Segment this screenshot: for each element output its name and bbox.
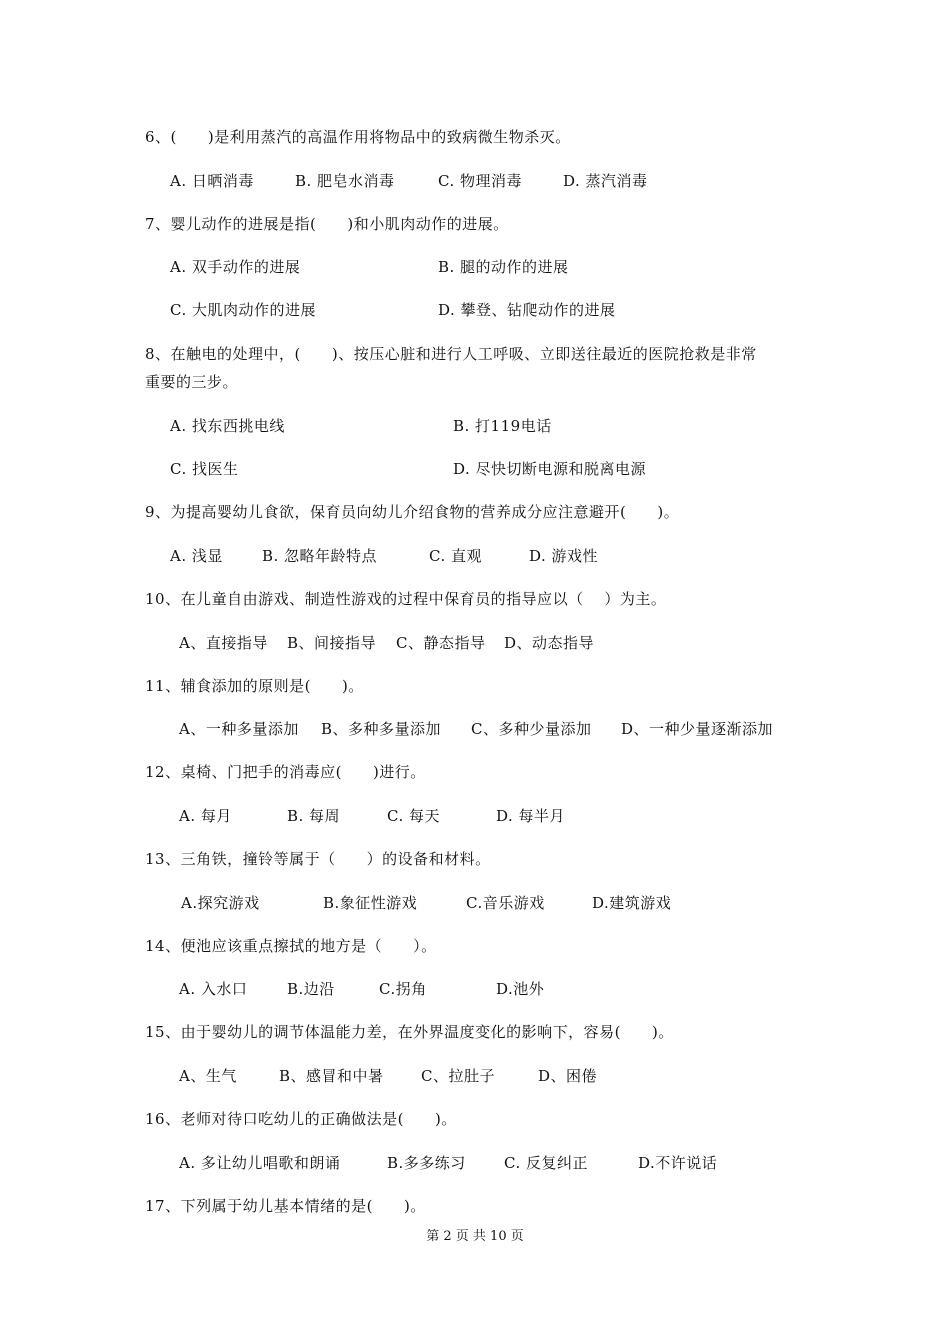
- question-8-cont: 重要的三步。: [145, 373, 239, 391]
- question-15: 15、由于婴幼儿的调节体温能力差，在外界温度变化的影响下，容易( )。: [145, 1023, 674, 1041]
- q8-option-a: A. 找东西挑电线: [170, 417, 285, 435]
- q6-option-d: D. 蒸汽消毒: [563, 172, 648, 190]
- q11-option-b: B、多种多量添加: [321, 720, 442, 738]
- question-17: 17、下列属于幼儿基本情绪的是( )。: [145, 1197, 426, 1215]
- q16-option-d: D.不许说话: [638, 1154, 718, 1172]
- question-8: 8、在触电的处理中，( )、按压心脏和进行人工呼吸、立即送往最近的医院抢救是非常: [145, 345, 757, 363]
- page-footer: 第 2 页 共 10 页: [426, 1229, 524, 1244]
- q13-option-c: C.音乐游戏: [466, 894, 545, 912]
- q8-option-d: D. 尽快切断电源和脱离电源: [453, 460, 647, 478]
- question-9: 9、为提高婴幼儿食欲，保育员向幼儿介绍食物的营养成分应注意避开( )。: [145, 503, 680, 521]
- q13-option-d: D.建筑游戏: [592, 894, 672, 912]
- q16-option-a: A. 多让幼儿唱歌和朗诵: [179, 1154, 341, 1172]
- q13-option-a: A.探究游戏: [181, 894, 260, 912]
- q12-option-b: B. 每周: [287, 807, 341, 825]
- q12-option-c: C. 每天: [387, 807, 440, 825]
- question-11: 11、辅食添加的原则是( )。: [145, 677, 364, 695]
- question-16: 16、老师对待口吃幼儿的正确做法是( )。: [145, 1110, 457, 1128]
- q11-option-a: A、一种多量添加: [179, 720, 299, 738]
- question-6: 6、( )是利用蒸汽的高温作用将物品中的致病微生物杀灭。: [145, 128, 571, 146]
- question-7: 7、婴儿动作的进展是指( )和小肌肉动作的进展。: [145, 215, 509, 233]
- q12-option-a: A. 每月: [179, 807, 232, 825]
- q7-option-a: A. 双手动作的进展: [170, 258, 301, 276]
- q8-option-b: B. 打119电话: [453, 417, 552, 435]
- question-14: 14、便池应该重点擦拭的地方是（ ）。: [145, 937, 437, 955]
- q6-option-a: A. 日晒消毒: [170, 172, 254, 190]
- q15-option-a: A、生气: [179, 1067, 237, 1085]
- q9-option-c: C. 直观: [429, 547, 482, 565]
- q10-option-b: B、间接指导: [287, 634, 377, 652]
- q10-option-a: A、直接指导: [179, 634, 268, 652]
- q7-option-b: B. 腿的动作的进展: [438, 258, 569, 276]
- q16-option-b: B.多多练习: [387, 1154, 466, 1172]
- q10-option-d: D、动态指导: [504, 634, 595, 652]
- q14-option-d: D.池外: [496, 980, 545, 998]
- q9-option-b: B. 忽略年龄特点: [262, 547, 378, 565]
- q14-option-b: B.边沿: [287, 980, 335, 998]
- q9-option-d: D. 游戏性: [529, 547, 599, 565]
- q7-option-d: D. 攀登、钻爬动作的进展: [438, 301, 616, 319]
- q15-option-d: D、困倦: [538, 1067, 598, 1085]
- q6-option-c: C. 物理消毒: [438, 172, 522, 190]
- q15-option-c: C、拉肚子: [421, 1067, 495, 1085]
- q12-option-d: D. 每半月: [496, 807, 566, 825]
- q7-option-c: C. 大肌肉动作的进展: [170, 301, 316, 319]
- question-12: 12、桌椅、门把手的消毒应( )进行。: [145, 763, 426, 781]
- q9-option-a: A. 浅显: [170, 547, 223, 565]
- question-13: 13、三角铁，撞铃等属于（ ）的设备和材料。: [145, 850, 491, 868]
- q13-option-b: B.象征性游戏: [323, 894, 418, 912]
- q11-option-c: C、多种少量添加: [471, 720, 592, 738]
- q6-option-b: B. 肥皂水消毒: [295, 172, 395, 190]
- q14-option-a: A. 入水口: [179, 980, 248, 998]
- question-10: 10、在儿童自由游戏、制造性游戏的过程中保育员的指导应以（ ）为主。: [145, 590, 667, 608]
- q10-option-c: C、静态指导: [396, 634, 486, 652]
- q16-option-c: C. 反复纠正: [504, 1154, 588, 1172]
- q15-option-b: B、感冒和中暑: [279, 1067, 384, 1085]
- q8-option-c: C. 找医生: [170, 460, 239, 478]
- q11-option-d: D、一种少量逐渐添加: [621, 720, 774, 738]
- q14-option-c: C.拐角: [379, 980, 427, 998]
